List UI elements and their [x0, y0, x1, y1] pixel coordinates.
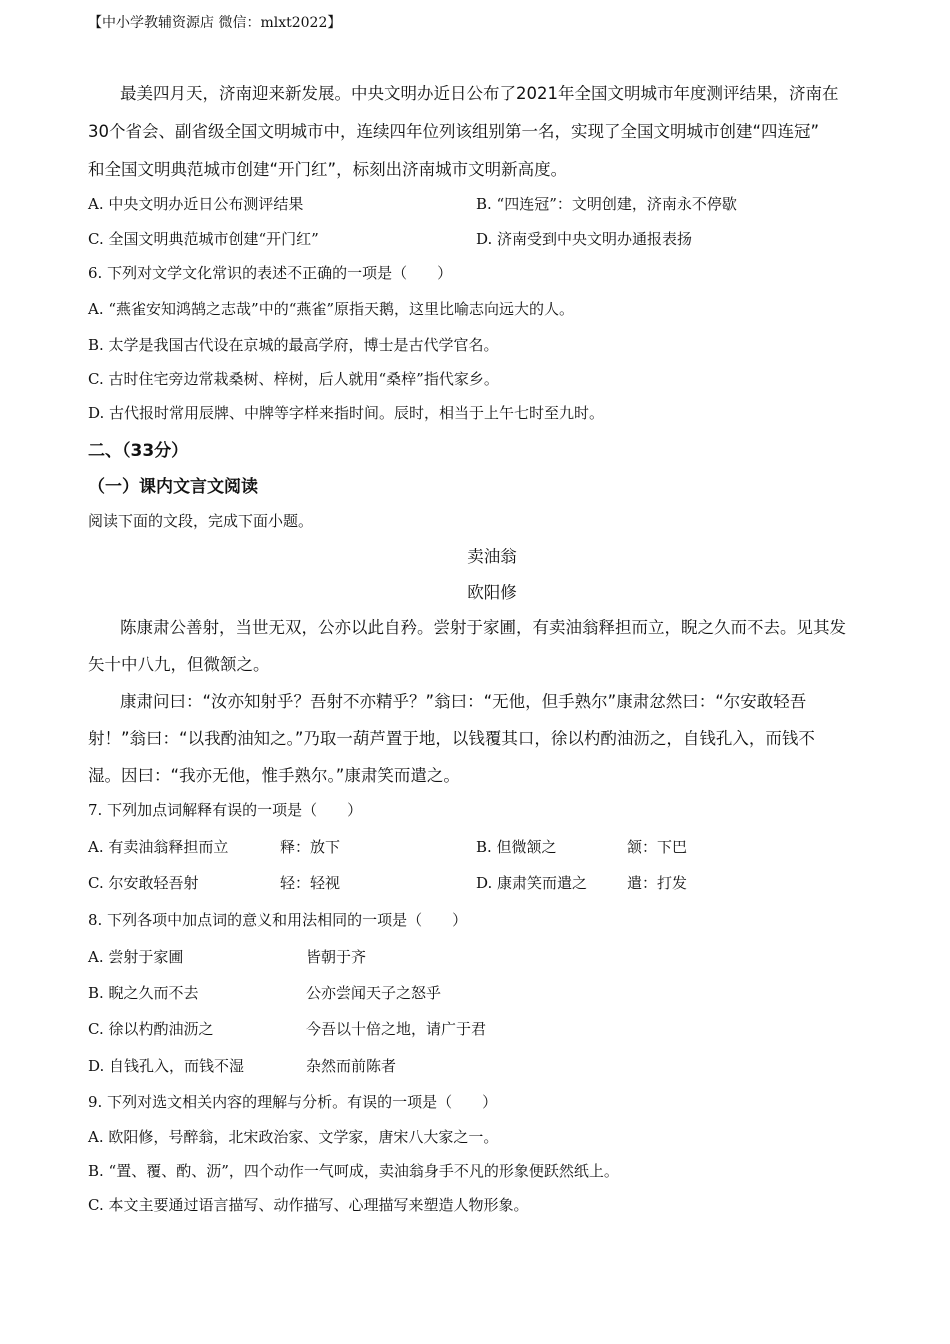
- q7-stem: 7. 下列加点词解释有误的一项是（ ）: [88, 801, 363, 819]
- q7-option-d: D. 康肃笑而遣之: [476, 874, 588, 892]
- q9-option-c: C. 本文主要通过语言描写、动作描写、心理描写来塑造人物形象。: [88, 1196, 529, 1214]
- q8-option-a: A. 尝射于家圃: [88, 948, 184, 966]
- text-title: 卖油翁: [467, 547, 517, 566]
- q8-stem: 8. 下列各项中加点词的意义和用法相同的一项是（ ）: [88, 911, 468, 929]
- text-line-5: 湿。因曰：“我亦无他，惟手熟尔。”康肃笑而遣之。: [88, 766, 460, 785]
- subsection-heading: （一）课内文言文阅读: [88, 477, 258, 497]
- page-header: 【中小学教辅资源店 微信：mlxt2022】: [88, 15, 342, 31]
- q5-option-c: C. 全国文明典范城市创建“开门红”: [88, 230, 319, 248]
- q5-option-d: D. 济南受到中央文明办通报表扬: [476, 230, 693, 248]
- q9-stem: 9. 下列对选文相关内容的理解与分析。有误的一项是（ ）: [88, 1093, 498, 1111]
- q6-option-d: D. 古代报时常用辰牌、中牌等字样来指时间。辰时，相当于上午七时至九时。: [88, 404, 605, 422]
- q6-stem: 6. 下列对文学文化常识的表述不正确的一项是（ ）: [88, 264, 453, 282]
- q9-option-b: B. “置、覆、酌、沥”，四个动作一气呵成，卖油翁身手不凡的形象便跃然纸上。: [88, 1162, 619, 1180]
- text-line-2: 矢十中八九，但微颔之。: [88, 655, 270, 674]
- passage-line-1: 最美四月天，济南迎来新发展。中央文明办近日公布了2021年全国文明城市年度测评结果，济南在: [120, 84, 839, 103]
- q7-option-c-gloss: 轻：轻视: [280, 874, 341, 892]
- q8-option-d-compare: 杂然而前陈者: [306, 1057, 397, 1075]
- q7-option-a-gloss: 释：放下: [280, 838, 341, 856]
- q7-option-b-gloss: 颔：下巴: [627, 838, 688, 856]
- q8-option-a-compare: 皆朝于齐: [306, 948, 367, 966]
- q7-option-d-gloss: 遣：打发: [627, 874, 688, 892]
- text-line-3: 康肃问曰：“汝亦知射乎？吾射不亦精乎？”翁曰：“无他，但手熟尔”康肃忿然曰：“尔安敢轻吾: [120, 692, 807, 711]
- q8-option-b: B. 睨之久而不去: [88, 984, 199, 1002]
- q9-option-a: A. 欧阳修，号醉翁，北宋政治家、文学家，唐宋八大家之一。: [88, 1128, 499, 1146]
- text-author: 欧阳修: [467, 583, 517, 602]
- text-line-4: 射！”翁曰：“以我酌油知之。”乃取一葫芦置于地，以钱覆其口，徐以杓酌油沥之，自钱孔入，而钱不: [88, 729, 815, 748]
- reading-instruction: 阅读下面的文段，完成下面小题。: [88, 512, 314, 530]
- passage-line-3: 和全国文明典范城市创建“开门红”，标刻出济南城市文明新高度。: [88, 160, 568, 179]
- q8-option-c-compare: 今吾以十倍之地，请广于君: [306, 1020, 487, 1038]
- q8-option-d: D. 自钱孔入，而钱不湿: [88, 1057, 245, 1075]
- q7-option-a: A. 有卖油翁释担而立: [88, 838, 229, 856]
- q7-option-b: B. 但微颔之: [476, 838, 557, 856]
- q6-option-b: B. 太学是我国古代设在京城的最高学府，博士是古代学官名。: [88, 336, 499, 354]
- q5-option-a: A. 中央文明办近日公布测评结果: [88, 195, 304, 213]
- q8-option-c: C. 徐以杓酌油沥之: [88, 1020, 214, 1038]
- q6-option-c: C. 古时住宅旁边常栽桑树、梓树，后人就用“桑梓”指代家乡。: [88, 370, 499, 388]
- q6-option-a: A. “燕雀安知鸿鹄之志哉”中的“燕雀”原指天鹅，这里比喻志向远大的人。: [88, 300, 575, 318]
- q8-option-b-compare: 公亦尝闻天子之怒乎: [306, 984, 442, 1002]
- q7-option-c: C. 尔安敢轻吾射: [88, 874, 199, 892]
- passage-line-2: 30个省会、副省级全国文明城市中，连续四年位列该组别第一名，实现了全国文明城市创建“四连冠”: [88, 122, 820, 141]
- q5-option-b: B. “四连冠”：文明创建，济南永不停歇: [476, 195, 737, 213]
- section-heading: 二、（33分）: [88, 441, 189, 461]
- text-line-1: 陈康肃公善射，当世无双，公亦以此自矜。尝射于家圃，有卖油翁释担而立，睨之久而不去。见其发: [120, 618, 846, 637]
